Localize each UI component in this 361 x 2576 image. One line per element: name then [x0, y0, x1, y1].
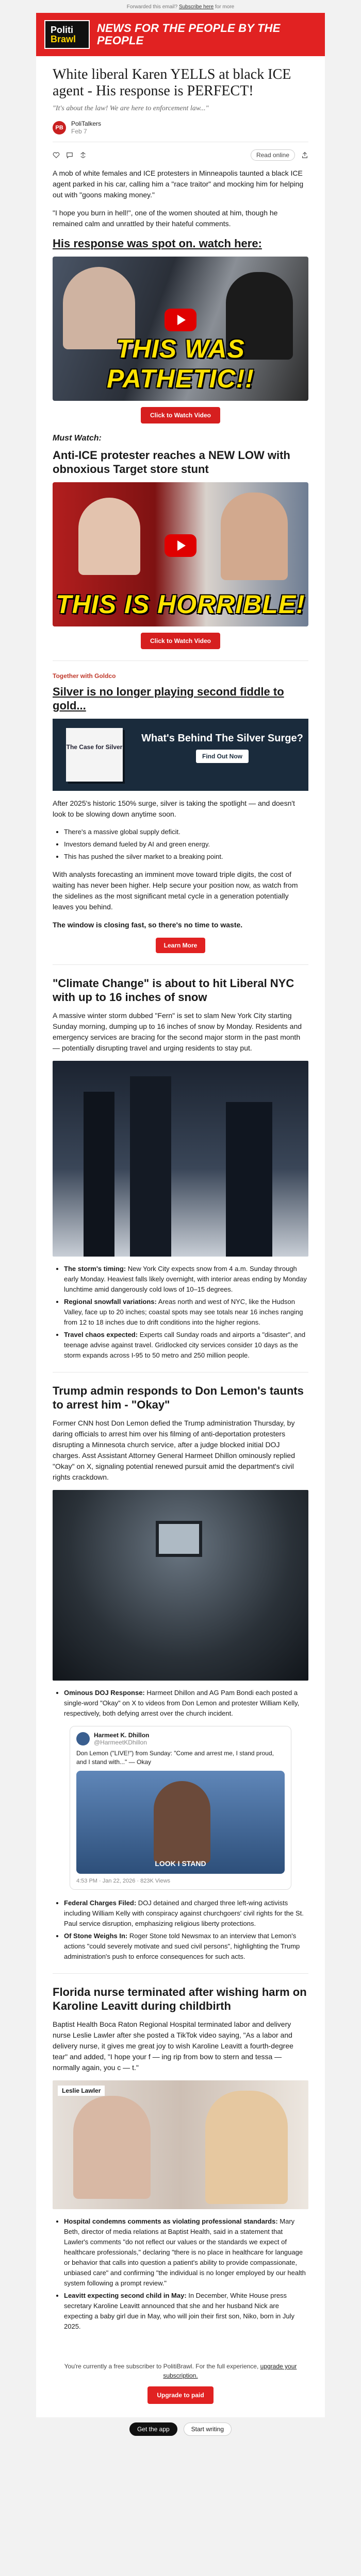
play-button-icon[interactable]: [165, 309, 196, 331]
upgrade-button[interactable]: Upgrade to paid: [147, 2386, 213, 2404]
watch-heading: His response was spot on. watch here:: [53, 237, 262, 250]
author-name[interactable]: PoliTalkers: [71, 120, 102, 127]
author-avatar[interactable]: PB: [53, 121, 66, 134]
story-paragraph: Baptist Health Boca Raton Regional Hospital terminated labor and delivery nurse Leslie Lawler after she posted a TikTok video saying, "As a labor and delivery nurse, it gives me great joy to wish Karoline Leavitt a fourth-degree tear" and added, "I hope your f — ing rip from bow to stern and tessa — normally again, you c — t.": [53, 2020, 293, 2072]
restack-icon[interactable]: [79, 151, 87, 159]
list-item: • Ominous DOJ Response: Harmeet Dhillon and AG Pam Bondi each posted a single-word "Okay" on X to videos from Don Lemon and protester William Kelly, respectively, both defying arrest over the church incident.: [64, 1688, 308, 1719]
tweet-timestamp: 4:53 PM · Jan 22, 2026 · 823K Views: [76, 1878, 171, 1884]
story-title[interactable]: "Climate Change" is about to hit Liberal NYC with up to 16 inches of snow: [53, 977, 294, 1004]
tagline: NEWS FOR THE PEOPLE BY THE PEOPLE: [97, 22, 281, 47]
divider: [53, 660, 308, 661]
tweet-text: Don Lemon ("LIVE!") from Sunday: "Come and arrest me, I stand proud, and I stand with..." — Okay: [76, 1750, 274, 1766]
list-item: • This has pushed the silver market to a breaking point.: [64, 852, 308, 862]
story-bullets: [64, 1264, 308, 1361]
commentator-photo: [221, 493, 288, 580]
upgrade-link[interactable]: upgrade your subscription.: [163, 2363, 297, 2379]
politibrawl-logo[interactable]: Politi Brawl: [44, 20, 90, 49]
play-button-icon[interactable]: [165, 534, 196, 557]
byline: [53, 120, 308, 142]
list-item: • Regional snowfall variations: Areas north and west of NYC, like the Hudson Valley, face up to 20 inches; coastal spots may see totals near 16 inches ranging from 12 to 18 inches due to drift conditions into the higher regions.: [64, 1297, 308, 1328]
sponsor-title[interactable]: Silver is no longer playing second fiddle to gold...: [53, 685, 284, 712]
post-date: Feb 7: [71, 128, 87, 135]
share-icon[interactable]: [301, 151, 308, 159]
embedded-tweet[interactable]: Harmeet K. Dhillon @HarmeetKDhillon Don Lemon ("LIVE!") from Sunday: "Come and arrest me, I stand proud, and I stand with..." — Okay LOOK I STAND 4:53 PM · Jan 22, 2026 · 823K Views: [70, 1726, 291, 1890]
article-paragraph-2: "I hope you burn in hell!", one of the women shouted at him, though he remained calm and unrattled by their hateful comments.: [53, 209, 278, 228]
jail-cell-photo: [53, 1490, 308, 1681]
nyc-snow-photo: [53, 1061, 308, 1257]
story-paragraph: Former CNN host Don Lemon defied the Trump administration Thursday, by daring officials to arrest him over his filming of anti-deportation protesters disrupting a Minnesota church service, after a judge blocked initial DOJ charges. Asst Assistant Attorney General Harmeet Dhillon ominously replied "Okay" on X, signaling potential renewed pursuit amid the department's civil rights crackdown.: [53, 1419, 296, 1481]
nurse-photo: Leslie Lawler: [53, 2080, 308, 2209]
story-bullets: [64, 1898, 308, 1962]
story-bullets: [64, 1688, 308, 1719]
tweet-avatar: [76, 1732, 90, 1745]
comment-icon[interactable]: [66, 151, 73, 159]
story-bullets: [64, 2216, 308, 2332]
footer: You're currently a free subscriber to PolitiBrawl. For the full experience, upgrade your subscription. Upgrade to paid: [36, 2351, 325, 2417]
start-writing-button[interactable]: Start writing: [184, 2422, 232, 2436]
list-item: • Travel chaos expected: Experts call Sunday roads and airports a "disaster", and teenage advise against travel. Gridlocked city services consider 10 days as the storm expands across I-95 to 50 metro and 250 million people.: [64, 1330, 308, 1361]
protester-photo: [78, 498, 140, 575]
forwarded-note: Forwarded this email? Subscribe here for more: [126, 4, 235, 10]
learn-more-button[interactable]: Learn More: [156, 938, 206, 953]
list-item: • Of Stone Weighs In: Roger Stone told Newsmax to an interview that Lemon's actions "could severely motivate and sued civil persons", highlighting the Trump administration's push to enforce consequences for such acts.: [64, 1931, 308, 1962]
list-item: • Federal Charges Filed: DOJ detained and charged three left-wing activists including William Kelly with conspiracy against churchgoers' civil rights for the St. Paul service disruption, emphasizing religious liberty protections.: [64, 1898, 308, 1929]
list-item: • There's a massive global supply deficit.: [64, 827, 308, 837]
app-bar: [0, 2417, 361, 2448]
must-watch-label: Must Watch:: [53, 434, 102, 443]
get-app-button[interactable]: Get the app: [129, 2422, 177, 2436]
heart-icon[interactable]: [53, 151, 60, 159]
video-thumbnail-target[interactable]: [53, 482, 308, 626]
list-item: • Investors demand fueled by AI and green energy.: [64, 839, 308, 850]
email-body: [36, 13, 325, 2417]
sponsor-paragraph-3: The window is closing fast, so there's no time to waste.: [53, 921, 243, 929]
divider: [53, 964, 308, 965]
ad-headline: What's Behind The Silver Surge?: [141, 733, 303, 744]
article-subtitle: "It's about the law! We are here to enforcement law...": [53, 105, 209, 112]
sponsor-paragraph-2: With analysts forecasting an imminent move toward triple digits, the cost of waiting has never been higher. Help secure your position now, as watch from the sidelines as the most significant metal cycle in a generation potentially leaves you behind.: [53, 870, 298, 911]
sponsor-label: Together with Goldco: [53, 672, 116, 680]
video-thumbnail-ice[interactable]: [53, 257, 308, 401]
article-paragraph-1: A mob of white females and ICE protesters in Minneapolis taunted a black ICE agent parked in his car, calling him a "race traitor" and mocking him for helping out with "goons making money.": [53, 169, 304, 199]
watch-video-button[interactable]: Click to Watch Video: [141, 633, 220, 649]
sponsor-paragraph-1: After 2025's historic 150% surge, silver is taking the spotlight — and doesn't look to be slowing down anytime soon.: [53, 799, 295, 818]
sponsor-bullets: [64, 827, 308, 862]
read-online-button[interactable]: Read online: [251, 149, 295, 161]
list-item: • Hospital condemns comments as violating professional standards: Mary Beth, director of media relations at Baptist Health, said in a statement that Lawler's comments "do not reflect our values or the standards we expect of healthcare professionals," declaring "there is no place in healthcare for language or behavior that calls into question a patient's ability to provide compassionate, unbiased care" and confirming "the individual is no longer employed by our health system following a prompt review.": [64, 2216, 308, 2289]
divider: [53, 1973, 308, 1974]
list-item: • Leavitt expecting second child in May: In December, White House press secretary Karoline Leavitt announced that she and her husband Nick are expecting a baby girl due in May, who will join their first son, Niko, born in July 2025.: [64, 2291, 308, 2332]
subscribe-link[interactable]: Subscribe here: [178, 4, 214, 10]
video-caption: THIS WAS PATHETIC!!: [107, 334, 254, 393]
story-title[interactable]: Trump admin responds to Don Lemon's taunts to arrest him - "Okay": [53, 1384, 304, 1411]
article-actions: [53, 146, 308, 168]
tweet-video[interactable]: LOOK I STAND: [76, 1771, 285, 1874]
story-title[interactable]: Florida nurse terminated after wishing harm on Karoline Leavitt during childbirth: [53, 1986, 307, 2012]
article-title[interactable]: White liberal Karen YELLS at black ICE agent - His response is PERFECT!: [53, 66, 291, 99]
story-paragraph: A massive winter storm dubbed "Fern" is set to slam New York City starting Sunday morning, dumping up to 16 inches of snow by Monday. Residents and emergency services are bracing for the second major storm in the past month — potentially disrupting travel and urging residents to stay put.: [53, 1011, 302, 1052]
video-caption: THIS IS HORRIBLE!: [56, 590, 305, 619]
silver-book-image: The Case for Silver: [66, 728, 123, 782]
masthead: [36, 13, 325, 56]
silver-ad-banner[interactable]: [53, 719, 308, 791]
list-item: • The storm's timing: New York City expects snow from 4 a.m. Sunday through early Monday. Heaviest falls likely overnight, with interior areas ending by Monday lunchtime amid dangerously cold lows of 10–15 degrees.: [64, 1264, 308, 1295]
find-out-button[interactable]: Find Out Now: [196, 750, 249, 763]
watch-video-button[interactable]: Click to Watch Video: [141, 407, 220, 423]
must-watch-title[interactable]: Anti-ICE protester reaches a NEW LOW with obnoxious Target store stunt: [53, 449, 290, 476]
